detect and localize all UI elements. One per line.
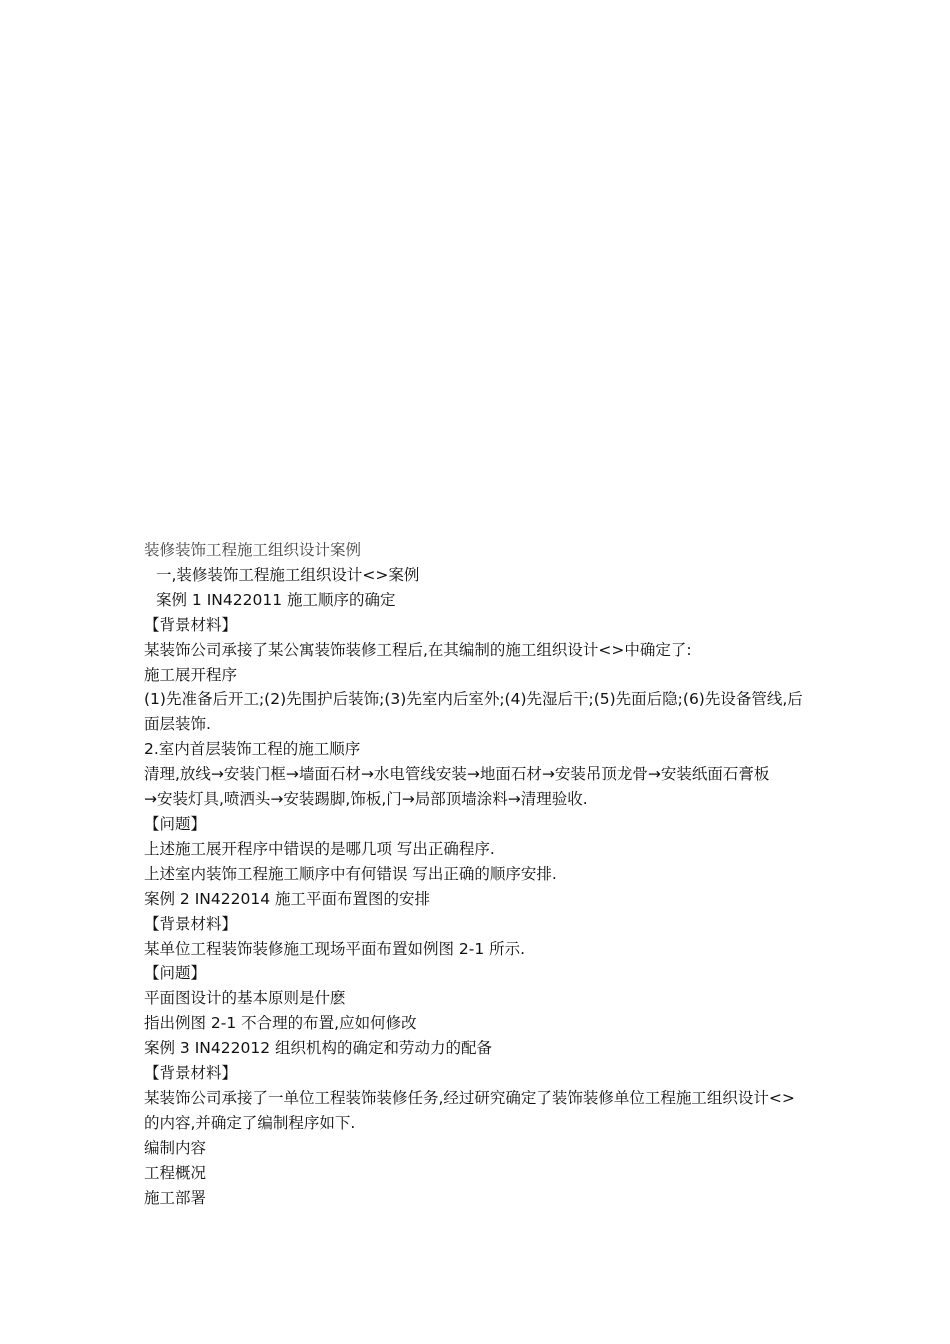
case1-item2-text-line2: →安装灯具,喷洒头→安装踢脚,饰板,门→局部顶墙涂料→清理验收. bbox=[144, 790, 588, 809]
case1-item1-text-line2: 面层装饰. bbox=[144, 715, 211, 734]
section-heading: 一,装修装饰工程施工组织设计<>案例 bbox=[156, 565, 420, 584]
case1-item2-text-line1: 清理,放线→安装门框→墙面石材→水电管线安装→地面石材→安装吊顶龙骨→安装纸面石膏板 bbox=[144, 765, 770, 784]
case2-question-label: 【问题】 bbox=[144, 964, 207, 983]
case1-question-label: 【问题】 bbox=[144, 814, 207, 833]
case1-heading: 案例 1 IN422011 施工顺序的确定 bbox=[156, 590, 396, 609]
case3-intro-line2: 的内容,并确定了编制程序如下. bbox=[144, 1113, 356, 1132]
case1-item1-text-line1: (1)先准备后开工;(2)先围护后装饰;(3)先室内后室外;(4)先湿后干;(5)先面后隐;(6)先设备管线,后 bbox=[144, 690, 803, 709]
case1-question-1: 上述施工展开程序中错误的是哪几项 写出正确程序. bbox=[144, 839, 495, 858]
case3-item1: 编制内容 bbox=[144, 1138, 207, 1157]
case2-background-label: 【背景材料】 bbox=[144, 914, 238, 933]
case3-item3: 施工部署 bbox=[144, 1188, 207, 1207]
case3-item2: 工程概况 bbox=[144, 1163, 207, 1182]
document-title: 装修装饰工程施工组织设计案例 bbox=[144, 541, 362, 559]
case1-question-2: 上述室内装饰工程施工顺序中有何错误 写出正确的顺序安排. bbox=[144, 864, 557, 883]
document-body bbox=[144, 538, 814, 1210]
case1-intro: 某装饰公司承接了某公寓装饰装修工程后,在其编制的施工组织设计<>中确定了: bbox=[144, 640, 692, 659]
case1-item1: 施工展开程序 bbox=[144, 665, 238, 684]
case3-heading: 案例 3 IN422012 组织机构的确定和劳动力的配备 bbox=[144, 1039, 492, 1058]
case2-question-2: 指出例图 2-1 不合理的布置,应如何修改 bbox=[144, 1014, 417, 1033]
case1-background-label: 【背景材料】 bbox=[144, 615, 238, 634]
case1-item2: 2.室内首层装饰工程的施工顺序 bbox=[144, 740, 361, 759]
case2-heading: 案例 2 IN422014 施工平面布置图的安排 bbox=[144, 889, 430, 908]
case2-intro: 某单位工程装饰装修施工现场平面布置如例图 2-1 所示. bbox=[144, 939, 526, 958]
case3-intro-line1: 某装饰公司承接了一单位工程装饰装修任务,经过研究确定了装饰装修单位工程施工组织设计<> bbox=[144, 1088, 795, 1107]
case2-question-1: 平面图设计的基本原则是什麽 bbox=[144, 989, 346, 1008]
case3-background-label: 【背景材料】 bbox=[144, 1064, 238, 1083]
